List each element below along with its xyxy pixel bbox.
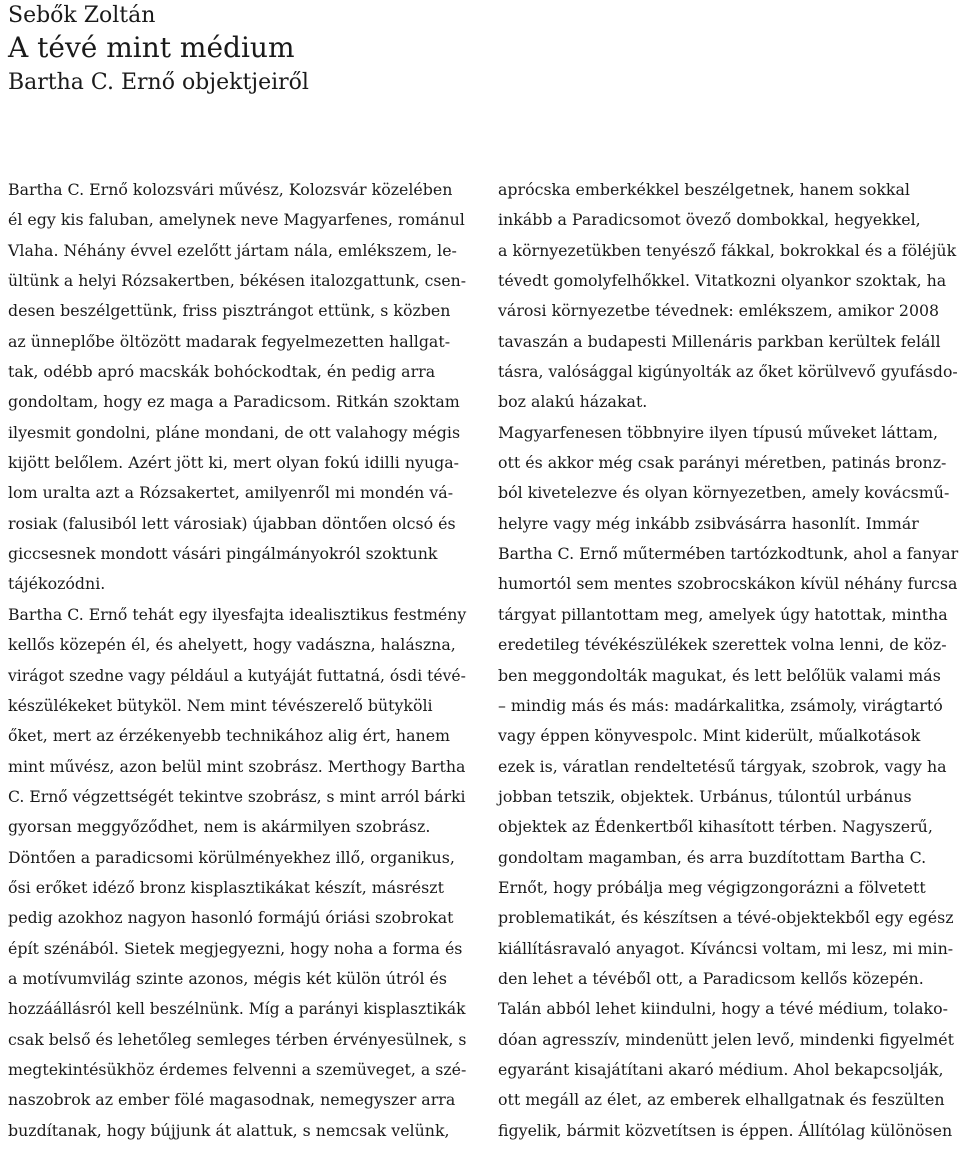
text-line: buzdítanak, hogy bújjunk át alattuk, s nemcsak velünk, — [8, 1120, 450, 1140]
text-line: C. Ernő végzettségét tekintve szobrász, s mint arról bárki — [8, 786, 466, 806]
text-line: gyorsan meggyőződhet, nem is akármilyen szobrász. — [8, 817, 431, 837]
text-line: Bartha C. Ernő tehát egy ilyesfajta idealisztikus festmény — [8, 604, 467, 624]
text-line: kellős közepén él, és ahelyett, hogy vadászna, halászna, — [8, 635, 456, 655]
text-line: ból kivetelezve és olyan környezetben, amely kovácsmű- — [498, 483, 950, 503]
text-line: problematikát, és készítsen a tévé-objektekből egy egész — [498, 908, 954, 928]
text-line: Döntően a paradicsomi körülményekhez illő, organikus, — [8, 847, 455, 867]
text-line: megtekintésükhöz érdemes felvenni a szemüveget, a szé- — [8, 1059, 467, 1079]
text-line: naszobrok az ember fölé magasodnak, nemegyszer arra — [8, 1090, 456, 1110]
text-line: jobban tetszik, objektek. Urbánus, túlontúl urbánus — [498, 786, 912, 806]
text-line: tásra, valósággal kigúnyolták az őket körülvevő gyufásdo- — [498, 362, 958, 382]
text-line: készülékeket bütyköl. Nem mint tévészerelő bütyköli — [8, 695, 433, 715]
text-line: ott és akkor még csak parányi méretben, patinás bronz- — [498, 453, 947, 473]
text-line: a környezetükben tenyésző fákkal, bokrokkal és a föléjük — [498, 240, 957, 260]
text-line: tavaszán a budapesti Millenáris parkban kerültek feláll — [498, 331, 941, 351]
text-line: pedig azokhoz nagyon hasonló formájú óriási szobrokat — [8, 908, 454, 928]
text-line: Vlaha. Néhány évvel ezelőtt jártam nála, emlékszem, le- — [8, 240, 457, 260]
text-line: ültünk a helyi Rózsakertben, békésen italozgattunk, csen- — [8, 271, 467, 291]
text-line: kiállításravaló anyagot. Kíváncsi voltam, mi lesz, mi min- — [498, 938, 954, 958]
text-line: gondoltam magamban, és arra buzdítottam Bartha C. — [498, 847, 927, 867]
text-line: mint művész, azon belül mint szobrász. Merthogy Bartha — [8, 756, 466, 776]
text-line: ezek is, váratlan rendeltetésű tárgyak, szobrok, vagy ha — [498, 756, 947, 776]
text-line: rosiak (falusiból lett városiak) újabban döntően olcsó és — [8, 513, 456, 533]
text-line: Magyarfenesen többnyire ilyen típusú műveket láttam, — [498, 422, 938, 442]
text-line: tájékozódni. — [8, 574, 106, 594]
text-line: eredetileg tévékészülékek szerettek volna lenni, de köz- — [498, 635, 947, 655]
text-line: ilyesmit gondolni, pláne mondani, de ott valahogy mégis — [8, 422, 461, 442]
text-line: ben meggondolták magukat, és lett belőlük valami más — [498, 665, 941, 685]
article-header — [8, 2, 948, 100]
text-line: figyelik, bármit közvetítsen is éppen. Állítólag különösen — [498, 1120, 953, 1140]
text-line: virágot szedne vagy például a kutyáját futtatná, ósdi tévé- — [8, 665, 466, 685]
text-line: aprócska emberkékkel beszélgetnek, hanem sokkal — [498, 180, 910, 199]
text-line: tárgyat pillantottam meg, amelyek úgy hatottak, mintha — [498, 604, 948, 624]
text-line: ősi erőket idéző bronz kisplasztikákat készít, másrészt — [8, 877, 444, 897]
text-line: desen beszélgettünk, friss pisztrángot ettünk, s közben — [8, 301, 451, 321]
text-line: vagy éppen könyvespolc. Mint kiderült, műalkotások — [498, 726, 921, 746]
text-line: gondoltam, hogy ez maga a Paradicsom. Ritkán szoktam — [8, 392, 460, 412]
text-line: lom uralta azt a Rózsakertet, amilyenről mi mondén vá- — [8, 483, 454, 503]
author-name: Sebők Zoltán — [8, 3, 156, 28]
text-line: objektek az Édenkertből kihasított térben. Nagyszerű, — [498, 817, 933, 837]
text-line: Bartha C. Ernő kolozsvári művész, Kolozsvár közelében — [8, 180, 453, 199]
article-title: A tévé mint médium — [8, 31, 295, 64]
text-line: tak, odébb apró macskák bohóckodtak, én pedig arra — [8, 362, 436, 382]
text-line: Talán abból lehet kiindulni, hogy a tévé médium, tolako- — [498, 999, 948, 1019]
text-line: – mindig más és más: madárkalitka, zsámoly, virágtartó — [498, 695, 943, 715]
text-line: csak belső és lehetőleg semleges térben érvényesülnek, s — [8, 1029, 467, 1049]
text-line: egyaránt kisajátítani akaró médium. Ahol bekapcsolják, — [498, 1059, 944, 1079]
left-text-column — [8, 175, 466, 1146]
text-line: épít szénából. Sietek megjegyezni, hogy noha a forma és — [8, 938, 463, 958]
text-line: kijött belőlem. Azért jött ki, mert olyan fokú idilli nyuga- — [8, 453, 459, 473]
text-line: a motívumvilág szinte azonos, mégis két külön útról és — [8, 968, 447, 988]
text-line: den lehet a tévéből ott, a Paradicsom kellős közepén. — [498, 968, 924, 988]
text-line: tévedt gomolyfelhőkkel. Vitatkozni olyankor szoktak, ha — [498, 271, 947, 291]
text-line: él egy kis faluban, amelynek neve Magyarfenes, románul — [8, 210, 465, 230]
text-line: Ernőt, hogy próbálja meg végigzongorázni a fölvetett — [498, 877, 926, 897]
text-line: hozzáállásról kell beszélnünk. Míg a parányi kisplasztikák — [8, 999, 466, 1019]
text-line: giccsesnek mondott vásári pingálmányokról szoktunk — [8, 544, 438, 564]
text-line: ott megáll az élet, az emberek elhallgatnak és feszülten — [498, 1090, 945, 1110]
text-line: dóan agresszív, mindenütt jelen levő, mindenki figyelmét — [498, 1029, 954, 1049]
text-line: boz alakú házakat. — [498, 392, 648, 412]
right-text-column — [498, 175, 958, 1146]
text-line: városi környezetbe tévednek: emlékszem, amikor 2008 — [498, 301, 940, 321]
text-line: humortól sem mentes szobrocskákon kívül néhány furcsa — [498, 574, 958, 594]
text-line: helyre vagy még inkább zsibvásárra hasonlít. Immár — [498, 513, 919, 533]
text-line: őket, mert az érzékenyebb technikához alig ért, hanem — [8, 726, 451, 746]
text-line: az ünneplőbe öltözött madarak fegyelmezetten hallgat- — [8, 331, 451, 351]
article-subtitle: Bartha C. Ernő objektjeiről — [8, 70, 309, 95]
text-line: Bartha C. Ernő műtermében tartózkodtunk, ahol a fanyar — [498, 544, 959, 564]
text-line: inkább a Paradicsomot övező dombokkal, hegyekkel, — [498, 210, 921, 230]
